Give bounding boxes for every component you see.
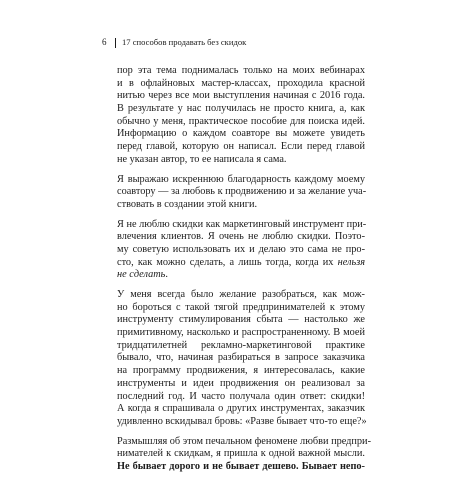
text-line: инструменту стимулирования сбыта — настолько же bbox=[117, 314, 365, 326]
text-line: последний год. И часто получала один ответ: скидки! bbox=[117, 390, 365, 402]
text-line: нимателей к скидкам, я пришла к одной важной мысли. bbox=[117, 448, 365, 460]
page-number: 6 bbox=[102, 37, 107, 47]
header-divider bbox=[115, 38, 116, 48]
text-line: соавтору — за любовь к продвижению и за желание уча- bbox=[117, 186, 367, 198]
text-line: пор эта тема поднималась только на моих вебинарах bbox=[117, 65, 365, 76]
text-line: перед главой, которую он написал. Если перед главой bbox=[117, 141, 365, 153]
text-line: примитивному, насколько и распространенному. В моей bbox=[117, 327, 365, 339]
paragraph-reflection bbox=[117, 435, 371, 474]
text-line: тридцатилетней рекламно-маркетинговой практике bbox=[117, 339, 365, 351]
italic-segment: нельзя bbox=[337, 256, 365, 268]
text-line-mixed bbox=[117, 269, 365, 282]
text-line: удивленно вскидывал бровь: «Разве бывает что-то еще?» bbox=[117, 415, 367, 427]
text-line: ствовать в создании этой книги. bbox=[117, 198, 258, 210]
text-line: Размышляя об этом печальном феномене любви предпри- bbox=[117, 435, 371, 447]
text-line: му советую использовать их и делаю это сама не про- bbox=[117, 243, 365, 255]
running-title: 17 способов продавать без скидок bbox=[122, 37, 247, 47]
bold-text-line: Не бывает дорого и не бывает дешево. Бывает непо- bbox=[117, 460, 365, 472]
paragraph-customer-practice bbox=[117, 289, 365, 429]
text-segment: . bbox=[165, 269, 168, 281]
text-segment: сто, как можно сделать, а лишь тогда, когда их bbox=[117, 256, 334, 268]
text-line: У меня всегда было желание разобраться, как мож- bbox=[117, 289, 365, 300]
text-line: В результате у нас получилась не просто книга, а, как bbox=[117, 103, 365, 115]
text-line: на программу продвижения, я интересовалась, какие bbox=[117, 365, 365, 377]
text-line: бывало, что, начиная разбираться в запросе заказчика bbox=[117, 352, 365, 364]
text-line: А когда я спрашивала о других инструментах, заказчик bbox=[117, 403, 365, 415]
paragraph-discounts-opinion bbox=[117, 219, 365, 282]
running-header bbox=[102, 37, 362, 48]
text-line: Я выражаю искреннюю благодарность каждому моему bbox=[117, 173, 365, 185]
text-line: не указан автор, то ее написала я сама. bbox=[117, 153, 287, 165]
text-line: инструменты и идеи продвижения он реализовал за bbox=[117, 377, 365, 389]
paragraph-coauthors-intro bbox=[117, 65, 365, 167]
text-line: но бороться с такой тягой предпринимателей к этому bbox=[117, 301, 365, 313]
text-line: Информацию о каждом соавторе вы можете увидеть bbox=[117, 128, 365, 140]
text-line: влечения клиентов. Я очень не люблю скидки. Поэто- bbox=[117, 231, 365, 243]
text-line: и в офлайновых мастер-классах, проходила красной bbox=[117, 77, 365, 89]
text-line: нитью через все мои выступления начиная с 2016 года. bbox=[117, 90, 365, 102]
text-line-mixed bbox=[117, 257, 365, 270]
text-line: обычно у меня, практическое пособие для поиска идей. bbox=[117, 115, 365, 127]
body-text bbox=[117, 65, 371, 481]
paragraph-gratitude bbox=[117, 174, 365, 212]
italic-segment: не сделать bbox=[117, 269, 166, 281]
text-line: Я не люблю скидки как маркетинговый инструмент при- bbox=[117, 218, 367, 230]
